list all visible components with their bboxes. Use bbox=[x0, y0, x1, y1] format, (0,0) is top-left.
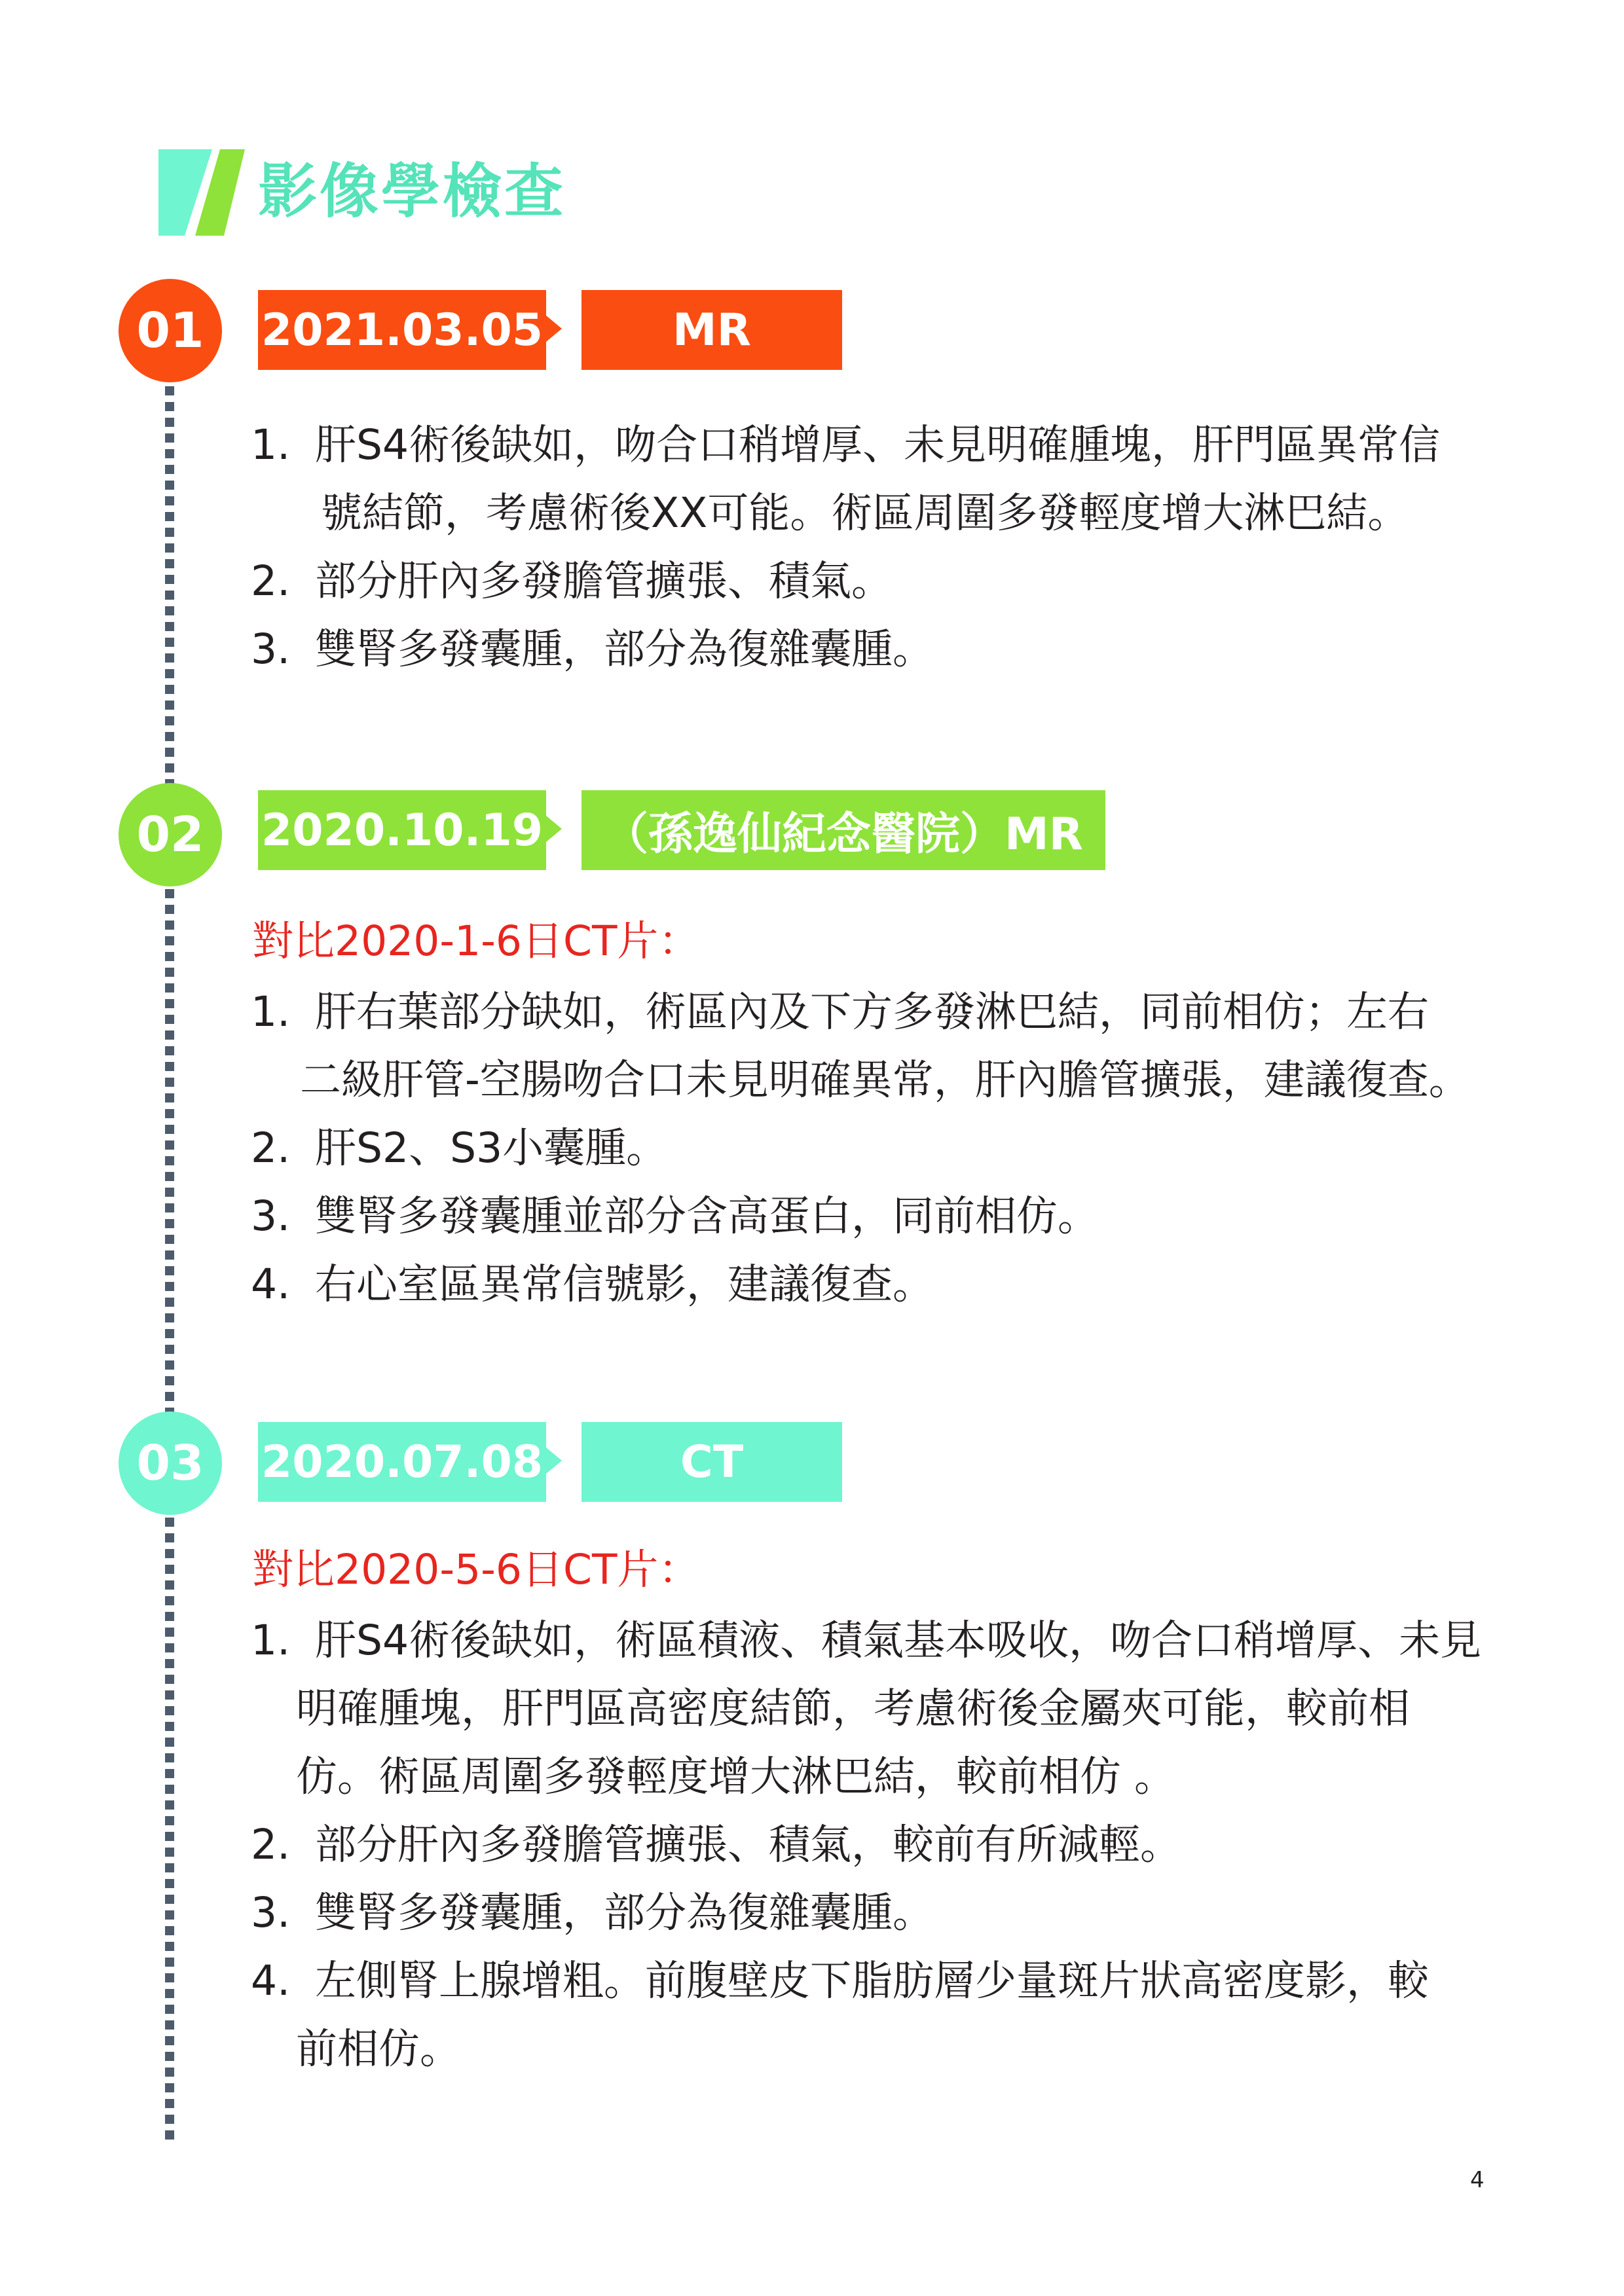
timeline-dash-2 bbox=[165, 889, 174, 1426]
list-item: 3. 雙腎多發囊腫並部分含高蛋白，同前相仿。 bbox=[251, 1192, 1099, 1240]
entry-date-tag: 2021.03.05 bbox=[258, 290, 546, 370]
arrow-icon bbox=[546, 316, 562, 342]
list-item: 3. 雙腎多發囊腫，部分為復雜囊腫。 bbox=[251, 1889, 934, 1937]
list-item: 1. 肝S4術後缺如，吻合口稍增厚、未見明確腫塊，肝門區異常信 bbox=[251, 421, 1441, 469]
list-item: 4. 右心室區異常信號影，建議復查。 bbox=[251, 1260, 934, 1308]
arrow-icon bbox=[546, 1448, 562, 1474]
list-item-continuation: 前相仿。 bbox=[296, 2025, 461, 2073]
comparison-note: 對比2020-1-6日CT片： bbox=[252, 917, 700, 965]
timeline-dash-3 bbox=[165, 1518, 174, 2146]
list-item: 3. 雙腎多發囊腫，部分為復雜囊腫。 bbox=[251, 625, 934, 673]
list-item: 1. 肝右葉部分缺如，術區內及下方多發淋巴結，同前相仿；左右 bbox=[251, 988, 1429, 1036]
timeline-dash-1 bbox=[165, 386, 174, 799]
arrow-icon bbox=[546, 816, 562, 842]
entry-number-badge: 01 bbox=[119, 279, 222, 382]
entry-number-badge: 02 bbox=[119, 783, 222, 886]
entry-date-tag: 2020.10.19 bbox=[258, 790, 546, 870]
list-item-continuation: 號結節，考慮術後XX可能。術區周圍多發輕度增大淋巴結。 bbox=[321, 489, 1409, 537]
list-item: 1. 肝S4術後缺如，術區積液、積氣基本吸收，吻合口稍增厚、未見 bbox=[251, 1616, 1482, 1664]
section-title: 影像學檢查 bbox=[258, 157, 566, 226]
section-title-mark bbox=[158, 149, 245, 236]
list-item: 4. 左側腎上腺增粗。前腹壁皮下脂肪層少量斑片狀高密度影，較 bbox=[251, 1957, 1429, 2005]
list-item: 2. 肝S2、S3小囊腫。 bbox=[251, 1124, 668, 1172]
list-item: 2. 部分肝內多發膽管擴張、積氣，較前有所減輕。 bbox=[251, 1821, 1181, 1868]
entry-date-tag: 2020.07.08 bbox=[258, 1422, 546, 1502]
entry-number-badge: 03 bbox=[119, 1412, 222, 1515]
list-item-continuation: 明確腫塊，肝門區高密度結節，考慮術後金屬夾可能，較前相 bbox=[296, 1685, 1410, 1732]
page-number: 4 bbox=[1470, 2167, 1485, 2193]
list-item: 2. 部分肝內多發膽管擴張、積氣。 bbox=[251, 557, 893, 605]
entry-modality-tag: MR bbox=[581, 290, 842, 370]
list-item-continuation: 仿。術區周圍多發輕度增大淋巴結，較前相仿 。 bbox=[296, 1753, 1176, 1800]
entry-modality-tag: CT bbox=[581, 1422, 842, 1502]
list-item-continuation: 二級肝管-空腸吻合口未見明確異常，肝內膽管擴張，建議復查。 bbox=[300, 1056, 1470, 1104]
entry-modality-tag: （孫逸仙紀念醫院）MR bbox=[581, 790, 1105, 870]
comparison-note: 對比2020-5-6日CT片： bbox=[252, 1546, 700, 1594]
